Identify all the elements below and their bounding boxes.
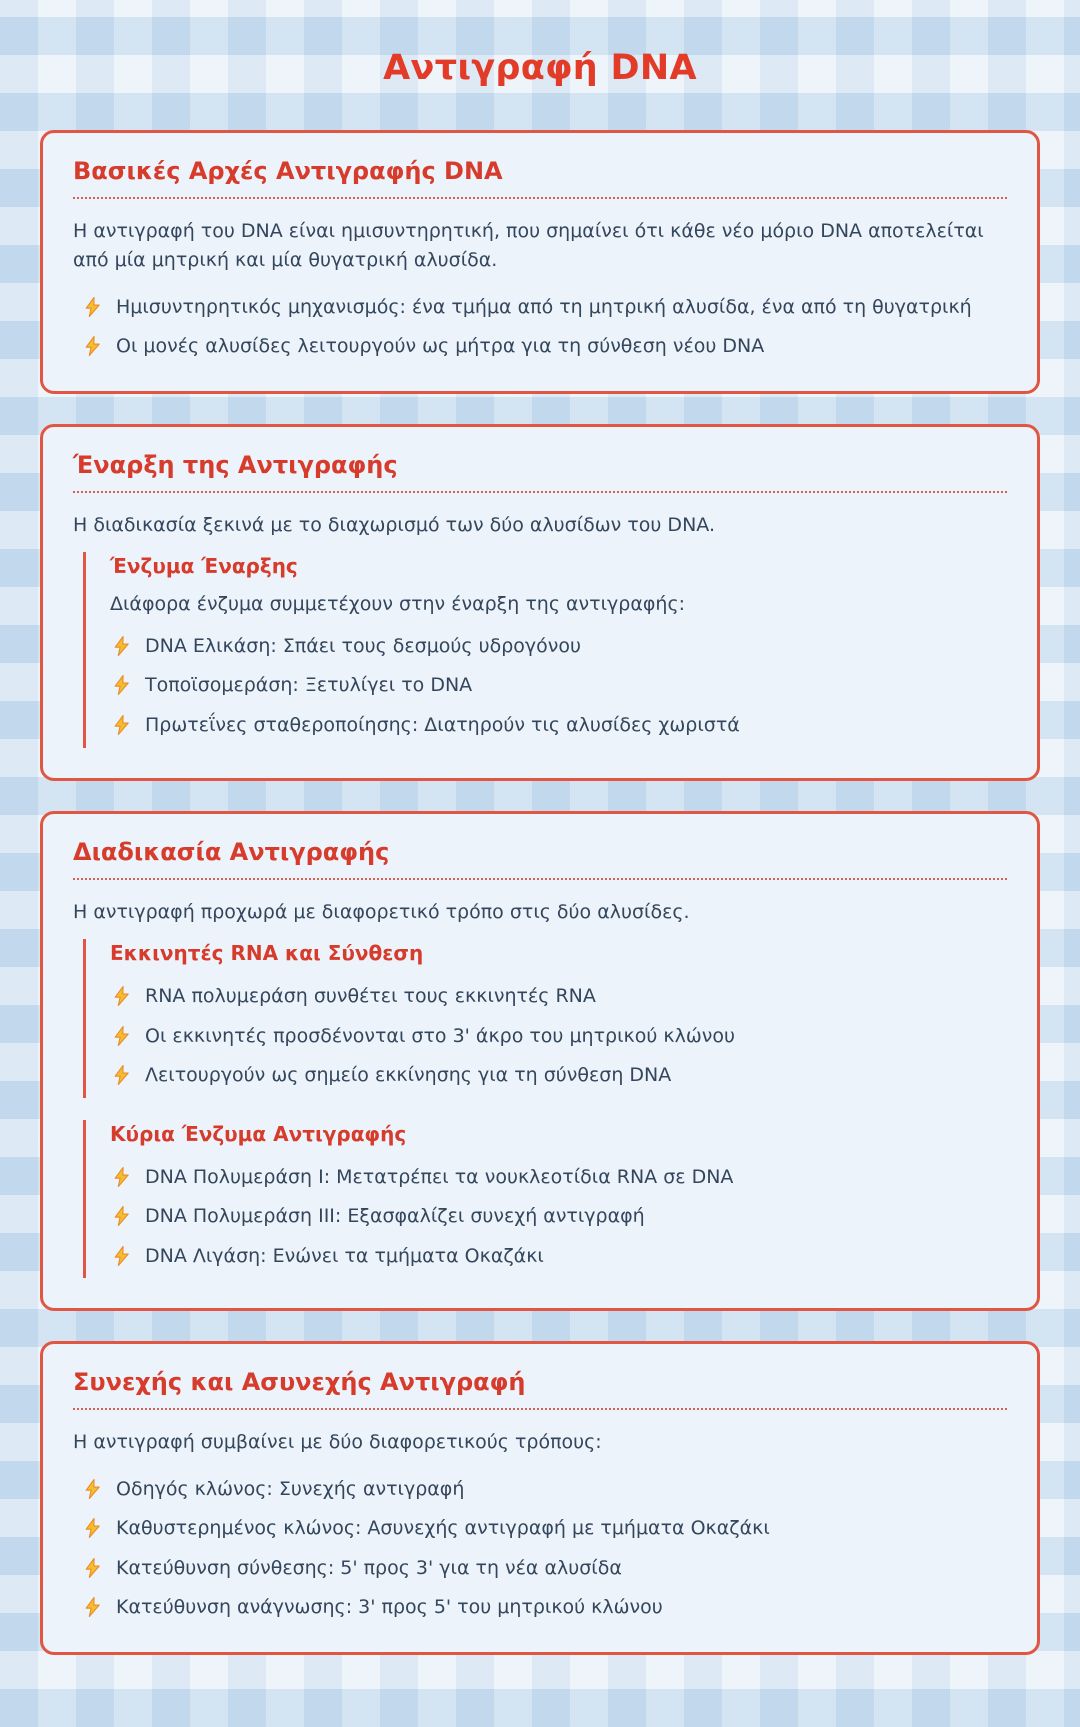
list-item [110, 1056, 1007, 1096]
subsection-heading: Ένζυμα Έναρξης [110, 554, 298, 579]
lightning-icon [112, 1205, 131, 1227]
list-item [73, 1509, 1007, 1549]
section-continuous-discontinuous [40, 1341, 1040, 1655]
lightning-icon [83, 335, 102, 357]
list-item-text: Κατεύθυνση σύνθεσης: 5' προς 3' για τη νέα αλυσίδα [116, 1556, 622, 1579]
list-item [110, 1197, 1007, 1237]
list-item-text: Πρωτεΐνες σταθεροποίησης: Διατηρούν τις αλυσίδες χωριστά [145, 714, 740, 736]
section-replication-process [40, 811, 1040, 1312]
list-item-text: Κατεύθυνση ανάγνωσης: 3' προς 5' του μητρικού κλώνου [116, 1596, 663, 1619]
list-item [73, 1470, 1007, 1510]
section-intro: Η διαδικασία ξεκινά με το διαχωρισμό των δύο αλυσίδων του DNA. [73, 513, 715, 536]
lightning-icon [83, 1596, 102, 1618]
subsection-heading: Εκκινητές RNA και Σύνθεση [110, 940, 424, 965]
lightning-icon [83, 1557, 102, 1579]
section-heading: Συνεχής και Ασυνεχής Αντιγραφή [73, 1368, 1007, 1410]
lightning-icon [83, 1478, 102, 1500]
list-item [110, 1237, 1007, 1277]
section-intro: Η αντιγραφή του DNA είναι ημισυντηρητική, που σημαίνει ότι κάθε νέο μόριο DNA αποτελείται από μία μητρική και μία θυγατρική αλυσίδα. [73, 220, 984, 272]
list-item-text: DNA Πολυμεράση III: Εξασφαλίζει συνεχή αντιγραφή [145, 1205, 645, 1228]
list-item [110, 977, 1007, 1017]
subsection-initiation-enzymes [83, 552, 1007, 747]
list-item-text: Ημισυντηρητικός μηχανισμός: ένα τμήμα από τη μητρική αλυσίδα, ένα από τη θυγατρική [116, 295, 972, 318]
subsection-intro: Διάφορα ένζυμα συμμετέχουν στην έναρξη της αντιγραφής: [110, 593, 685, 616]
lightning-icon [112, 714, 131, 736]
list-item [73, 1549, 1007, 1589]
lightning-icon [83, 1517, 102, 1539]
section-heading: Διαδικασία Αντιγραφής [73, 838, 1007, 880]
list-item [73, 327, 1007, 367]
lightning-icon [112, 1025, 131, 1047]
list-item-text: Καθυστερημένος κλώνος: Ασυνεχής αντιγραφή με τμήματα Οκαζάκι [116, 1517, 770, 1540]
list-item-text: DNA Ελικάση: Σπάει τους δεσμούς υδρογόνου [145, 634, 581, 657]
list-item-text: DNA Πολυμεράση I: Μετατρέπει τα νουκλεοτίδια RNA σε DNA [145, 1165, 734, 1188]
list-item [73, 288, 1007, 328]
list-item-text: DNA Λιγάση: Ενώνει τα τμήματα Οκαζάκι [145, 1244, 544, 1267]
list-item [110, 1158, 1007, 1198]
section-heading: Έναρξη της Αντιγραφής [73, 451, 1007, 493]
section-heading: Βασικές Αρχές Αντιγραφής DNA [73, 157, 1007, 199]
subsection-heading: Κύρια Ένζυμα Αντιγραφής [110, 1121, 407, 1146]
section-intro: Η αντιγραφή συμβαίνει με δύο διαφορετικούς τρόπους: [73, 1431, 602, 1454]
lightning-icon [112, 985, 131, 1007]
list-item [110, 1017, 1007, 1057]
lightning-icon [112, 1245, 131, 1267]
list-item-text: Τοποϊσομεράση: Ξετυλίγει το DNA [145, 674, 473, 697]
page-title: Αντιγραφή DNA [383, 48, 697, 88]
section-intro: Η αντιγραφή προχωρά με διαφορετικό τρόπο στις δύο αλυσίδες. [73, 900, 690, 923]
list-item-text: Οι μονές αλυσίδες λειτουργούν ως μήτρα για τη σύνθεση νέου DNA [116, 335, 765, 358]
list-item-text: RNA πολυμεράση συνθέτει τους εκκινητές RNA [145, 984, 596, 1007]
list-item-text: Λειτουργούν ως σημείο εκκίνησης για τη σύνθεση DNA [145, 1064, 672, 1087]
subsection-rna-primers [83, 939, 1007, 1098]
list-item [73, 1588, 1007, 1628]
list-item [110, 706, 1007, 746]
lightning-icon [83, 296, 102, 318]
lightning-icon [112, 674, 131, 696]
lightning-icon [112, 1064, 131, 1086]
section-initiation [40, 424, 1040, 781]
list-item [110, 627, 1007, 667]
subsection-main-enzymes [83, 1120, 1007, 1279]
lightning-icon [112, 1166, 131, 1188]
list-item-text: Οδηγός κλώνος: Συνεχής αντιγραφή [116, 1477, 465, 1500]
list-item-text: Οι εκκινητές προσδένονται στο 3' άκρο του μητρικού κλώνου [145, 1024, 735, 1047]
section-basic-principles [40, 130, 1040, 394]
list-item [110, 666, 1007, 706]
lightning-icon [112, 635, 131, 657]
